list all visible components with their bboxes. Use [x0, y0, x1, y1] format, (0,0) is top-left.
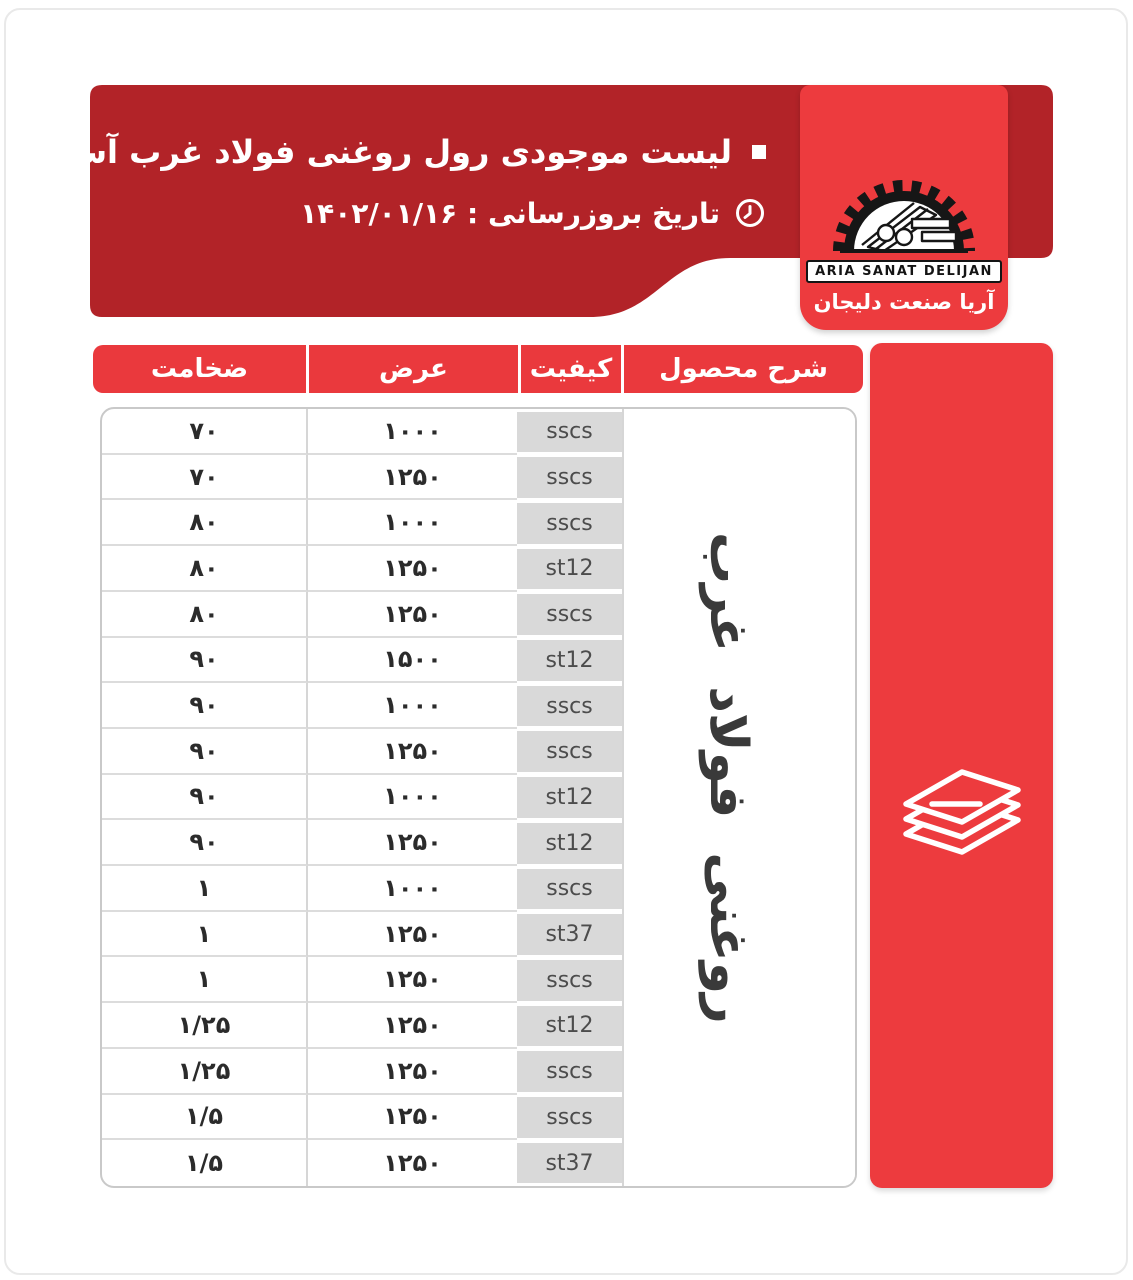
table-row	[102, 729, 622, 775]
quality-cell: sscs	[517, 1097, 622, 1138]
thickness-cell: ۹۰	[102, 729, 308, 775]
thickness-cell: ۱/۵	[102, 1095, 308, 1141]
thickness-cell: ۱/۲۵	[102, 1003, 308, 1049]
quality-cell: sscs	[517, 1051, 622, 1092]
col-header-quality: کیفیت	[529, 354, 613, 384]
vertical-banner	[870, 343, 1053, 1188]
width-cell: ۱۰۰۰	[308, 409, 517, 455]
width-cell: ۱۰۰۰	[308, 500, 517, 546]
width-cell: ۱۲۵۰	[383, 1149, 442, 1178]
quality-cell: sscs	[517, 503, 622, 544]
quality-cell: sscs	[517, 457, 622, 498]
quality-cell: st12	[517, 640, 622, 681]
quality-cell: st37	[517, 914, 622, 955]
table-row	[102, 1003, 622, 1049]
width-cell: ۱۲۵۰	[308, 729, 517, 775]
table-rows	[102, 409, 622, 1186]
quality-cell: sscs	[517, 869, 622, 910]
width-cell: ۱۵۰۰	[308, 638, 517, 684]
width-cell: ۱۰۰۰	[308, 775, 517, 821]
table-row	[102, 683, 622, 729]
width-cell: ۱۰۰۰	[308, 866, 517, 912]
quality-cell: st12	[517, 549, 622, 590]
quality-cell: st12	[517, 1006, 622, 1047]
product-description-merged-cell	[622, 409, 855, 1186]
logo-name-en: ARIA SANAT DELIJAN	[806, 260, 1002, 283]
table-row	[102, 957, 622, 1003]
col-header-thickness: ضخامت	[150, 354, 249, 384]
thickness-cell: ۹۰	[102, 775, 308, 821]
table-body	[100, 407, 857, 1188]
width-cell: ۱۲۵۰	[308, 1003, 517, 1049]
quality-cell: sscs	[517, 412, 622, 453]
table-row	[102, 638, 622, 684]
width-cell: ۱۲۵۰	[308, 912, 517, 958]
quality-cell: st12	[517, 777, 622, 818]
quality-cell: st12	[517, 823, 622, 864]
thickness-cell: ۱	[102, 866, 308, 912]
thickness-cell: ۹۰	[102, 638, 308, 684]
clock-icon	[734, 197, 766, 229]
quality-cell: sscs	[517, 594, 622, 635]
table-row	[102, 912, 622, 958]
table-row	[102, 455, 622, 501]
thickness-cell: ۱	[102, 957, 308, 1003]
thickness-cell: ۹۰	[102, 683, 308, 729]
table-row	[102, 866, 622, 912]
quality-cell: st37	[517, 1143, 622, 1184]
quality-cell: sscs	[517, 731, 622, 772]
table-row	[102, 592, 622, 638]
table-row	[102, 409, 622, 455]
table-row	[102, 775, 622, 821]
thickness-cell: ۹۰	[102, 820, 308, 866]
table-header	[93, 345, 863, 393]
logo-name-fa: آریا صنعت دلیجان	[813, 290, 995, 314]
width-cell: ۱۲۵۰	[308, 1095, 517, 1141]
width-cell: ۱۲۵۰	[308, 455, 517, 501]
width-cell: ۱۲۵۰	[308, 546, 517, 592]
steel-sheets-stack-icon	[892, 768, 1032, 876]
quality-cell: sscs	[517, 960, 622, 1001]
width-cell: ۱۲۵۰	[308, 1049, 517, 1095]
thickness-cell: ۱/۲۵	[102, 1049, 308, 1095]
width-cell: ۱۲۵۰	[308, 592, 517, 638]
update-date-row	[300, 197, 766, 230]
thickness-cell: ۸۰	[102, 592, 308, 638]
width-cell: ۱۰۰۰	[308, 683, 517, 729]
width-cell: ۱۲۵۰	[308, 820, 517, 866]
title-row	[51, 134, 767, 171]
rotated-product-label: روغنی فولاد غرب	[697, 532, 758, 1025]
table-row	[102, 500, 622, 546]
col-header-product: شرح محصول	[659, 354, 828, 384]
width-cell: ۱۲۵۰	[308, 957, 517, 1003]
header-text-block	[50, 133, 766, 230]
thickness-cell: ۷۰	[102, 455, 308, 501]
thickness-cell: ۷۰	[102, 409, 308, 455]
thickness-cell: ۸۰	[102, 500, 308, 546]
gear-steel-emblem-icon	[824, 157, 984, 253]
table-row	[102, 1140, 622, 1186]
page-title: لیست موجودی رول روغنی فولاد غرب آسیا	[50, 133, 732, 171]
company-logo	[800, 85, 1008, 330]
quality-cell: sscs	[517, 686, 622, 727]
table-row	[102, 820, 622, 866]
table-row	[102, 546, 622, 592]
table-row	[102, 1095, 622, 1141]
update-date-text: تاریخ بروزرسانی : ۱۴۰۲/۰۱/۱۶	[300, 196, 720, 230]
thickness-cell: ۸۰	[102, 546, 308, 592]
table-row	[102, 1049, 622, 1095]
col-header-width: عرض	[379, 354, 448, 384]
thickness-cell: ۱/۵	[102, 1140, 308, 1186]
thickness-cell: ۱	[102, 912, 308, 958]
square-bullet-icon	[752, 145, 766, 159]
